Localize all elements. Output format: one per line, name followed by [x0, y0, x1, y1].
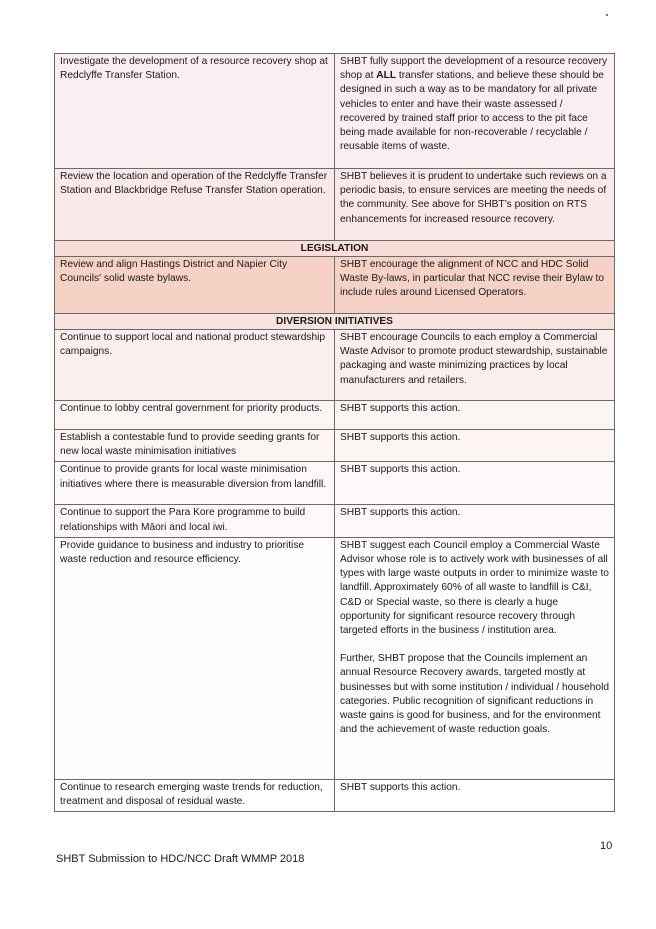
response-cell	[335, 54, 615, 169]
action-cell: Provide guidance to business and industry to prioritise waste reduction and resource efficiency.	[55, 537, 335, 779]
submission-table	[54, 53, 615, 812]
table-row	[55, 401, 615, 430]
table-row	[55, 430, 615, 462]
action-cell: Continue to support local and national product stewardship campaigns.	[55, 330, 335, 401]
page-footer: SHBT Submission to HDC/NCC Draft WMMP 2018	[56, 853, 305, 865]
action-cell: Continue to provide grants for local waste minimisation initiatives where there is measurable diversion from landfill.	[55, 462, 335, 505]
table-row	[55, 257, 615, 314]
response-text: transfer stations, and believe these should be designed in such a way as to be mandatory for all private vehicles to enter and have their waste assessed / recovered by trained staff prior to access to the pit face being made available for non-recoverable / recyclable / reusable items of waste.	[340, 70, 604, 153]
table-row	[55, 169, 615, 241]
action-cell: Investigate the development of a resource recovery shop at Redclyffe Transfer Station.	[55, 54, 335, 169]
response-cell: SHBT supports this action.	[335, 430, 615, 462]
response-paragraph: Further, SHBT propose that the Councils implement an annual Resource Recovery awards, targeted mostly at businesses but with some institution / individual / household categories. Public recognition of significant reductions in waste gains is good for business, and for the environment and the achievement of waste reduction goals.	[340, 653, 609, 736]
response-cell: SHBT encourage Councils to each employ a Commercial Waste Advisor to promote product stewardship, sustainable packaging and waste minimizing practices by local manufacturers and retailers.	[335, 330, 615, 401]
scan-speck	[606, 14, 608, 16]
response-cell: SHBT supports this action.	[335, 779, 615, 811]
response-cell: SHBT believes it is prudent to undertake such reviews on a periodic basis, to ensure services are meeting the needs of the community. See above for SHBT’s position on RTS enhancements for increased resource recovery.	[335, 169, 615, 241]
action-cell: Review and align Hastings District and Napier City Councils' solid waste bylaws.	[55, 257, 335, 314]
table-row	[55, 505, 615, 537]
action-cell: Establish a contestable fund to provide seeding grants for new local waste minimisation initiatives	[55, 430, 335, 462]
response-cell	[335, 537, 615, 779]
response-paragraph: SHBT suggest each Council employ a Commercial Waste Advisor whose role is to actively work with businesses of all types with large waste outputs in order to minimize waste to landfill. Approximately 60% of all waste to landfill is C&I, C&D or Special waste, so there is clearly a huge opportunity for significant resource recovery through targeted efforts in the business / institution area.	[340, 539, 609, 637]
section-heading-row	[55, 241, 615, 257]
response-text: SHBT fully support the development of a resource recovery shop at	[340, 56, 608, 82]
table-row	[55, 462, 615, 505]
section-heading-legislation: LEGISLATION	[55, 241, 615, 257]
emphasis-text: ALL	[376, 70, 397, 82]
table-row	[55, 537, 615, 779]
action-cell: Review the location and operation of the Redclyffe Transfer Station and Blackbridge Refuse Transfer Station operation.	[55, 169, 335, 241]
action-cell: Continue to research emerging waste trends for reduction, treatment and disposal of residual waste.	[55, 779, 335, 811]
table-row	[55, 330, 615, 401]
paragraph-gap	[340, 638, 610, 652]
table-row	[55, 779, 615, 811]
page-number: 10	[600, 840, 613, 852]
action-cell: Continue to lobby central government for priority products.	[55, 401, 335, 430]
action-cell: Continue to support the Para Kore programme to build relationships with Māori and local iwi.	[55, 505, 335, 537]
response-cell: SHBT supports this action.	[335, 505, 615, 537]
response-cell: SHBT supports this action.	[335, 401, 615, 430]
section-heading-diversion: DIVERSION INITIATIVES	[55, 314, 615, 330]
section-heading-row	[55, 314, 615, 330]
response-cell: SHBT supports this action.	[335, 462, 615, 505]
table-row	[55, 54, 615, 169]
response-cell: SHBT encourage the alignment of NCC and HDC Solid Waste By-laws, in particular that NCC revise their Bylaw to include rules around Licensed Operators.	[335, 257, 615, 314]
